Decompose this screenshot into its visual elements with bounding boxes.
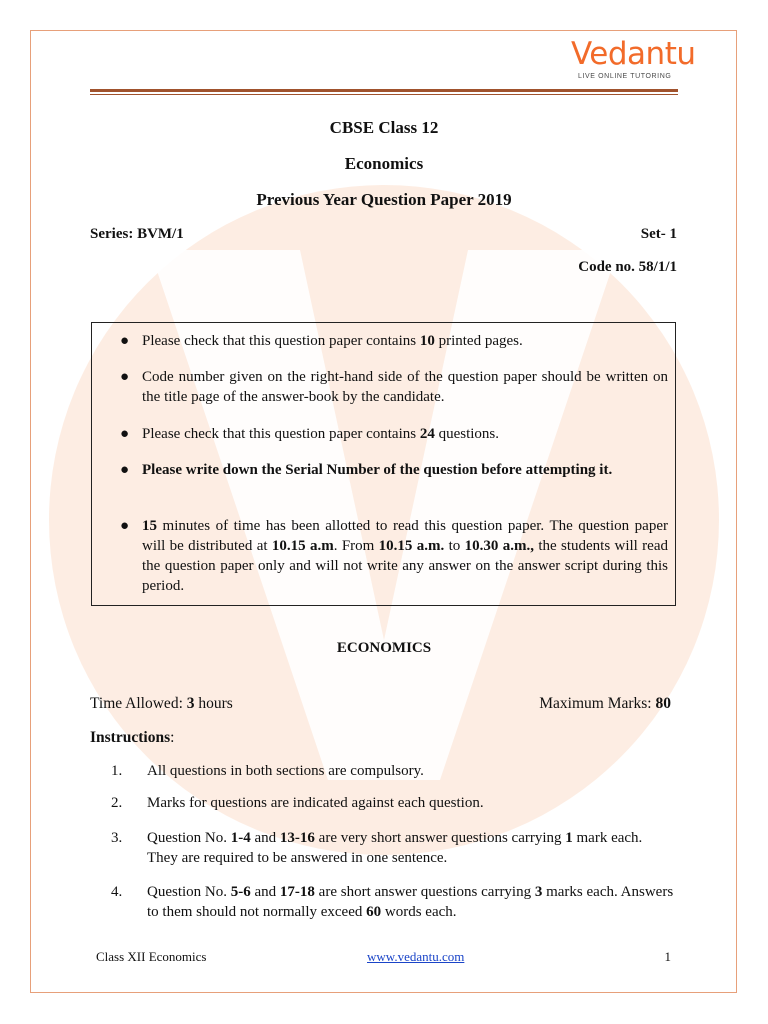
bullet: ● — [120, 426, 130, 442]
text-run: Code number given on the right-hand side of the question paper should be written on the title page of the answer-book by the candidate. — [142, 369, 668, 405]
text-run: questions. — [434, 426, 500, 442]
bold-text: 10.15 a.m — [271, 538, 334, 554]
instruction-text — [147, 793, 676, 813]
instruction-number: 3. — [111, 830, 123, 846]
instruction-text — [147, 882, 676, 922]
title-subject: Economics — [344, 154, 424, 173]
bold-text: 10 — [419, 333, 435, 349]
text-run: minutes of time has been allotted to read this question paper. The question paper will be distributed at — [142, 518, 668, 554]
instructions-heading-text: Instructions — [90, 729, 171, 746]
time-allowed — [90, 695, 233, 713]
title-class: CBSE Class 12 — [329, 118, 439, 137]
instructions-colon: : — [170, 729, 175, 746]
instruction-number: 2. — [111, 795, 123, 811]
text-run: to — [444, 538, 465, 554]
footer-course: Class XII Economics — [96, 949, 207, 964]
notice-box — [91, 322, 676, 606]
page-number: 1 — [664, 949, 671, 964]
footer-website-link[interactable]: www.vedantu.com — [367, 949, 465, 964]
text-run: mark each. They are required to be answered in one sentence. — [147, 830, 643, 866]
notice-text — [142, 460, 668, 480]
time-allowed-unit: hours — [194, 695, 233, 712]
instruction-number: 1. — [111, 763, 123, 779]
bold-text: 10.30 a.m., — [464, 538, 534, 554]
instruction-text — [147, 828, 676, 868]
text-run: Marks for questions are indicated against each question. — [147, 795, 484, 811]
bullet: ● — [120, 462, 130, 478]
max-marks-label: Maximum Marks: — [539, 695, 656, 712]
logo-tagline: LIVE ONLINE TUTORING — [578, 73, 672, 80]
bold-text: 24 — [419, 426, 435, 442]
time-allowed-label: Time Allowed: — [90, 695, 187, 712]
set-label: Set- 1 — [640, 226, 677, 242]
section-heading: ECONOMICS — [336, 640, 432, 656]
notice-text — [142, 331, 668, 351]
bullet: ● — [120, 333, 130, 349]
text-run: Question No. — [147, 830, 231, 846]
bullet: ● — [120, 518, 130, 534]
footer-link-wrap — [367, 949, 464, 965]
text-run: and — [250, 884, 280, 900]
notice-text — [142, 367, 668, 407]
vedantu-logo — [571, 36, 696, 80]
header-rule-thin — [90, 94, 678, 95]
bold-text: 1 — [565, 830, 573, 846]
bold-text: 5-6 — [230, 884, 251, 900]
bold-text: 17-18 — [279, 884, 315, 900]
code-label: Code no. 58/1/1 — [578, 259, 677, 275]
bold-text: 1-4 — [230, 830, 251, 846]
text-run: marks each. Answers to them should not normally exceed — [147, 884, 674, 920]
text-run: are very short answer questions carrying — [314, 830, 566, 846]
text-run: and — [250, 830, 280, 846]
text-run: All questions in both sections are compulsory. — [147, 763, 424, 779]
text-run: Question No. — [147, 884, 231, 900]
notice-text — [142, 516, 668, 596]
maximum-marks — [539, 695, 671, 713]
instruction-text — [147, 761, 676, 781]
instructions-heading — [90, 729, 174, 747]
bold-text: 3 — [534, 884, 543, 900]
max-marks-value: 80 — [655, 695, 671, 712]
text-run: . From — [333, 538, 379, 554]
title-paper: Previous Year Question Paper 2019 — [256, 190, 512, 209]
bold-text: 15 — [142, 518, 157, 534]
text-run: printed pages. — [434, 333, 523, 349]
logo-wordmark: Vedantu — [571, 36, 696, 72]
header-rule-thick — [90, 89, 678, 92]
bold-text: Please write down the Serial Number of the question before attempting it. — [142, 462, 613, 478]
text-run: words each. — [381, 904, 457, 920]
bold-text: 10.15 a.m. — [378, 538, 445, 554]
bullet: ● — [120, 369, 130, 385]
instruction-number: 4. — [111, 884, 123, 900]
text-run: the students will read the question paper only and will not write any answer on the answer script during this period. — [142, 538, 668, 594]
notice-text — [142, 424, 668, 444]
bold-text: 60 — [366, 904, 382, 920]
series-label: Series: BVM/1 — [90, 226, 184, 242]
text-run: Please check that this question paper contains — [142, 333, 420, 349]
bold-text: 13-16 — [279, 830, 315, 846]
time-allowed-value: 3 — [186, 695, 195, 712]
text-run: Please check that this question paper contains — [142, 426, 420, 442]
text-run: are short answer questions carrying — [314, 884, 535, 900]
